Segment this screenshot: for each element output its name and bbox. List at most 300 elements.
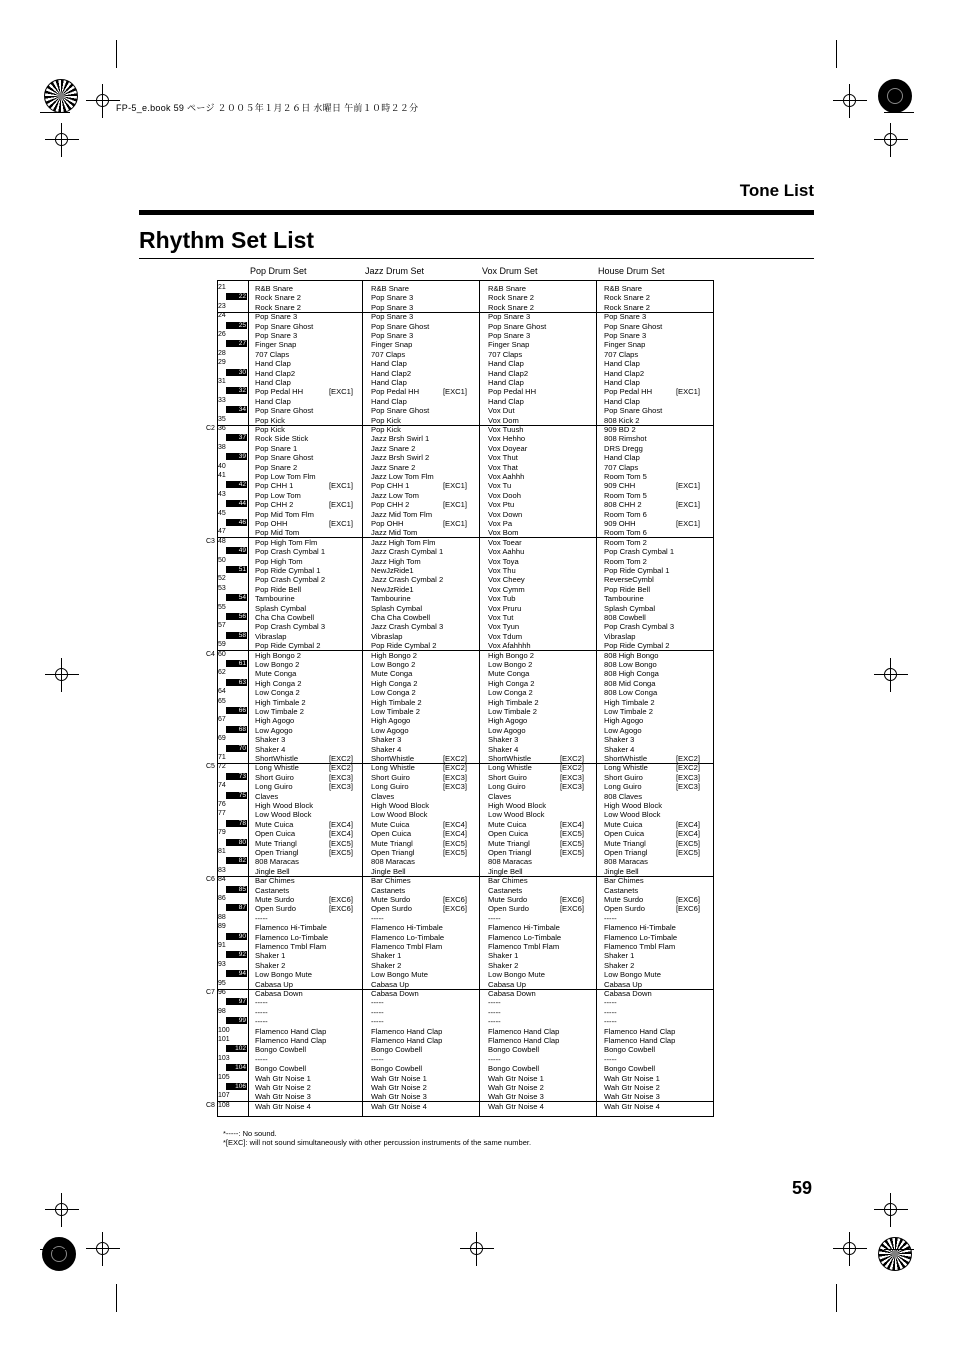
tone-cell-pop	[255, 632, 353, 641]
black-key-note: 68	[226, 726, 247, 733]
tone-cell-pop	[255, 839, 353, 848]
table-row	[218, 895, 715, 904]
crop-line	[884, 112, 914, 113]
tone-name: Pop OHH	[371, 519, 404, 528]
tone-cell-jazz	[371, 575, 467, 584]
tone-name: Pop Pedal HH	[255, 387, 304, 397]
tone-name: Pop Kick	[371, 425, 401, 434]
tone-name: 808 Maracas	[488, 857, 532, 867]
table-row	[218, 1055, 715, 1064]
tone-cell-pop	[255, 453, 353, 462]
tone-name: 808 CHH 2	[604, 500, 642, 510]
tone-name: Bongo Cowbell	[371, 1045, 423, 1055]
tone-name: Pop Ride Cymbal 2	[255, 641, 321, 651]
black-key-note: 90	[226, 933, 247, 940]
white-key-note: 67	[218, 716, 226, 724]
tone-name: Mute Cuica	[255, 819, 294, 829]
tone-cell-vox	[488, 312, 584, 321]
tone-cell-house	[604, 312, 700, 321]
tone-name: Flamenco Hi-Timbale	[371, 923, 443, 933]
tone-cell-vox	[488, 1102, 584, 1111]
tone-name: Cha Cha Cowbell	[371, 613, 431, 622]
tone-name: Hand Clap	[255, 396, 291, 406]
table-row	[218, 491, 715, 500]
table-row	[218, 707, 715, 716]
tone-name: Low Wood Block	[488, 810, 545, 820]
tone-name: Pop High Tom	[255, 556, 303, 566]
tone-name: Pop Ride Cymbal 2	[604, 641, 670, 651]
tone-name: High Conga 2	[488, 678, 535, 688]
tone-cell-pop	[255, 886, 353, 895]
table-row	[218, 735, 715, 744]
crosshair-mark-left-middle	[47, 660, 77, 690]
table-row	[218, 406, 715, 415]
tone-name: Vox Cymm	[488, 584, 525, 594]
white-key-note: 69	[218, 735, 226, 743]
tone-cell-vox	[488, 829, 584, 838]
octave-divider	[218, 312, 713, 313]
tone-cell-jazz	[371, 970, 467, 979]
tone-name: Vox Toya	[488, 556, 519, 566]
octave-divider	[218, 537, 713, 538]
white-key-note: 26	[218, 331, 226, 338]
tone-name: Hand Clap	[488, 378, 524, 387]
tone-name: High Bongo 2	[488, 650, 535, 660]
octave-divider	[218, 650, 713, 651]
black-key-note: 70	[226, 745, 247, 752]
tone-name: Low Bongo 2	[371, 660, 416, 669]
tone-cell-pop	[255, 773, 353, 782]
tone-name: -----	[488, 1007, 501, 1017]
crosshair-mark-top-left-lower	[47, 125, 77, 155]
tone-name: Hand Clap	[371, 359, 407, 369]
tone-name: High Wood Block	[255, 801, 314, 810]
tone-name: Pop Snare Ghost	[371, 406, 430, 416]
black-key-note: 61	[226, 660, 247, 667]
footnote-exc: *[EXC]: will not sound simultaneously with other percussion instruments of the same number.	[223, 1138, 532, 1147]
tone-cell-house	[604, 1102, 700, 1111]
tone-name: High Bongo 2	[371, 650, 418, 660]
tone-name: Pop Snare 3	[255, 331, 298, 340]
tone-cell-vox	[488, 942, 584, 951]
tone-cell-pop	[255, 350, 353, 359]
tone-name: Cabasa Down	[488, 989, 536, 998]
tone-name: Vox Tuush	[488, 425, 524, 434]
white-key-note: 86	[218, 895, 226, 902]
exclusive-group: [EXC2]	[328, 763, 353, 773]
table-row	[218, 557, 715, 566]
tone-cell-vox	[488, 904, 584, 913]
tone-cell-house	[604, 547, 700, 556]
tone-cell-vox	[488, 951, 584, 960]
black-key-note: 94	[226, 970, 247, 977]
tone-name: Hand Clap	[255, 359, 291, 369]
tone-cell-house	[604, 998, 700, 1007]
tone-name: Shaker 4	[488, 744, 519, 754]
tone-name: Jazz Crash Cymbal 3	[371, 622, 444, 632]
exclusive-group: [EXC1]	[442, 519, 467, 528]
tone-cell-jazz	[371, 961, 467, 970]
tone-name: Vox Thu	[488, 566, 516, 575]
table-row	[218, 387, 715, 396]
tone-name: Tambourine	[255, 594, 295, 604]
tone-cell-house	[604, 293, 700, 302]
tone-name: Low Bongo Mute	[255, 970, 312, 980]
tone-cell-house	[604, 989, 700, 998]
exclusive-group: [EXC6]	[328, 895, 353, 904]
tone-cell-vox	[488, 801, 584, 810]
tone-name: -----	[604, 1017, 617, 1027]
tone-name: Jazz High Tom	[371, 556, 421, 566]
tone-cell-jazz	[371, 660, 467, 669]
table-row	[218, 669, 715, 678]
tone-cell-vox	[488, 632, 584, 641]
tone-name: -----	[488, 1054, 501, 1064]
tone-cell-house	[604, 669, 700, 678]
tone-cell-pop	[255, 651, 353, 660]
table-row	[218, 293, 715, 302]
tone-cell-house	[604, 1036, 700, 1045]
tone-cell-jazz	[371, 1045, 467, 1054]
tone-cell-house	[604, 350, 700, 359]
tone-name: Shaker 1	[255, 951, 286, 961]
tone-name: Pop Low Tom Flm	[255, 472, 316, 481]
tone-name: Flamenco Hand Clap	[604, 1026, 676, 1036]
table-row	[218, 998, 715, 1007]
table-row	[218, 961, 715, 970]
tone-cell-vox	[488, 575, 584, 584]
exclusive-group: [EXC2]	[675, 754, 700, 763]
tone-cell-jazz	[371, 566, 467, 575]
tone-name: R&B Snare	[255, 284, 293, 293]
tone-name: Vox Down	[488, 509, 523, 519]
tone-cell-pop	[255, 707, 353, 716]
white-key-note: 96	[218, 989, 226, 996]
tone-name: Room Tom 5	[604, 472, 647, 481]
tone-name: -----	[488, 998, 501, 1008]
tone-name: Wah Gtr Noise 1	[488, 1073, 544, 1083]
tone-name: 909 OHH	[604, 519, 636, 528]
black-key-note: 73	[226, 773, 247, 780]
tone-name: Room Tom 2	[604, 537, 647, 547]
tone-name: Wah Gtr Noise 2	[255, 1083, 311, 1092]
tone-cell-jazz	[371, 989, 467, 998]
tone-cell-pop	[255, 340, 353, 349]
table-row	[218, 453, 715, 462]
tone-cell-pop	[255, 331, 353, 340]
tone-cell-jazz	[371, 463, 467, 472]
tone-name: Mute Triangl	[488, 838, 530, 848]
exclusive-group: [EXC2]	[442, 754, 467, 763]
table-row	[218, 1074, 715, 1083]
white-key-note: 83	[218, 866, 226, 874]
tone-name: Mute Surdo	[371, 895, 411, 904]
exclusive-group: [EXC5]	[559, 848, 584, 857]
black-key-note: 51	[226, 566, 247, 573]
table-row	[218, 1036, 715, 1045]
black-key-note: 99	[226, 1017, 247, 1024]
tone-cell-house	[604, 726, 700, 735]
white-key-note: 84	[218, 876, 226, 884]
tone-name: 707 Claps	[255, 349, 290, 359]
exclusive-group: [EXC3]	[442, 782, 467, 792]
tone-name: Low Bongo 2	[255, 660, 300, 669]
tone-cell-pop	[255, 519, 353, 528]
tone-name: Pop Crash Cymbal 2	[255, 575, 326, 585]
tone-cell-house	[604, 895, 700, 904]
tone-name: NewJzRide1	[371, 584, 414, 594]
tone-cell-jazz	[371, 293, 467, 302]
tone-name: Rock Snare 2	[255, 302, 302, 312]
tone-cell-vox	[488, 434, 584, 443]
tone-cell-house	[604, 491, 700, 500]
exclusive-group: [EXC2]	[559, 763, 584, 773]
tone-name: Hand Clap2	[604, 368, 645, 378]
table-row	[218, 378, 715, 387]
tone-name: -----	[488, 1017, 501, 1027]
tone-cell-house	[604, 481, 700, 490]
tone-cell-pop	[255, 585, 353, 594]
tone-cell-house	[604, 434, 700, 443]
tone-cell-vox	[488, 782, 584, 791]
exclusive-group: [EXC1]	[442, 481, 467, 491]
tone-cell-pop	[255, 810, 353, 819]
tone-cell-house	[604, 406, 700, 415]
table-row	[218, 886, 715, 895]
tone-cell-house	[604, 660, 700, 669]
tone-name: Pop Snare 3	[488, 312, 531, 322]
black-key-note: 49	[226, 547, 247, 554]
table-row	[218, 773, 715, 782]
white-key-note: 31	[218, 378, 226, 385]
tone-cell-pop	[255, 463, 353, 472]
table-row	[218, 312, 715, 321]
tone-name: Mute Conga	[371, 669, 413, 679]
black-key-note: 80	[226, 839, 247, 846]
exclusive-group: [EXC5]	[559, 838, 584, 848]
tone-name: Jazz High Tom Flm	[371, 537, 436, 547]
white-key-note: 81	[218, 848, 226, 855]
black-key-note: 87	[226, 904, 247, 911]
tone-cell-vox	[488, 923, 584, 932]
table-row	[218, 1027, 715, 1036]
crop-line	[40, 112, 70, 113]
tone-name: Vox Doyear	[488, 443, 528, 453]
tone-name: 808 High Conga	[604, 669, 659, 679]
tone-cell-vox	[488, 491, 584, 500]
table-row	[218, 970, 715, 979]
white-key-note: 108	[218, 1101, 230, 1109]
tone-name: -----	[371, 1007, 384, 1017]
tone-name: Claves	[255, 791, 279, 801]
tone-name: Hand Clap	[604, 378, 640, 387]
tone-name: High Wood Block	[488, 801, 547, 810]
white-key-note: 24	[218, 312, 226, 320]
white-key-note: 59	[218, 641, 226, 649]
tone-name: Vox Pruru	[488, 603, 522, 613]
tone-cell-jazz	[371, 1027, 467, 1036]
tone-name: Short Guiro	[371, 772, 410, 782]
tone-name: Bongo Cowbell	[488, 1064, 540, 1074]
exclusive-group: [EXC1]	[675, 500, 700, 510]
tone-name: Vox Tyun	[488, 622, 520, 632]
tone-name: Long Guiro	[255, 782, 293, 792]
tone-cell-pop	[255, 820, 353, 829]
crop-line	[836, 40, 837, 68]
tone-name: Hand Clap2	[255, 368, 296, 378]
tone-name: Bar Chimes	[604, 876, 644, 886]
tone-cell-pop	[255, 745, 353, 754]
black-key-note: 82	[226, 857, 247, 864]
tone-cell-jazz	[371, 886, 467, 895]
white-key-note: 64	[218, 688, 226, 696]
tone-name: Wah Gtr Noise 3	[604, 1092, 660, 1102]
tone-cell-house	[604, 801, 700, 810]
black-key-note: 66	[226, 707, 247, 714]
black-key-note: 54	[226, 594, 247, 601]
tone-name: Vox Pa	[488, 519, 513, 528]
tone-cell-house	[604, 970, 700, 979]
tone-cell-jazz	[371, 848, 467, 857]
tone-cell-pop	[255, 500, 353, 509]
tone-cell-house	[604, 604, 700, 613]
tone-name: Low Wood Block	[604, 810, 661, 820]
tone-name: Tambourine	[371, 594, 411, 604]
tone-cell-jazz	[371, 801, 467, 810]
tone-cell-house	[604, 876, 700, 885]
exclusive-group: [EXC1]	[442, 387, 467, 397]
white-key-note: 98	[218, 1007, 226, 1015]
tone-name: Hand Clap	[488, 359, 524, 369]
table-row	[218, 444, 715, 453]
tone-name: Bar Chimes	[371, 876, 411, 886]
tone-cell-vox	[488, 444, 584, 453]
table-row	[218, 594, 715, 603]
tone-cell-house	[604, 651, 700, 660]
tone-name: 808 Cowbell	[604, 613, 646, 622]
tone-cell-jazz	[371, 679, 467, 688]
tone-name: Open Surdo	[488, 904, 529, 914]
exclusive-group: [EXC5]	[675, 838, 700, 848]
tone-cell-vox	[488, 613, 584, 622]
tone-cell-pop	[255, 406, 353, 415]
tone-cell-jazz	[371, 707, 467, 716]
tone-name: Low Bongo Mute	[604, 970, 661, 980]
tone-name: Pop Ride Bell	[604, 584, 651, 594]
tone-name: Low Timbale 2	[488, 707, 537, 716]
tone-cell-vox	[488, 359, 584, 368]
tone-name: Shaker 2	[371, 960, 402, 970]
exclusive-group: [EXC2]	[675, 763, 700, 773]
tone-name: Hand Clap	[371, 378, 407, 387]
exclusive-group: [EXC3]	[675, 782, 700, 792]
tone-name: Rock Snare 2	[255, 293, 302, 303]
tone-name: Jingle Bell	[488, 866, 523, 876]
tone-name: 808 Maracas	[255, 857, 299, 867]
tone-name: Shaker 3	[255, 735, 286, 745]
tone-cell-jazz	[371, 1008, 467, 1017]
table-row	[218, 679, 715, 688]
tone-name: Shaker 2	[604, 960, 635, 970]
tone-cell-house	[604, 933, 700, 942]
tone-cell-vox	[488, 463, 584, 472]
tone-cell-jazz	[371, 1017, 467, 1026]
tone-cell-vox	[488, 566, 584, 575]
tone-name: Vibraslap	[255, 631, 287, 641]
tone-cell-vox	[488, 820, 584, 829]
octave-divider	[218, 763, 713, 764]
exclusive-group: [EXC3]	[559, 772, 584, 782]
tone-cell-pop	[255, 1074, 353, 1083]
tone-cell-pop	[255, 1008, 353, 1017]
tone-cell-vox	[488, 585, 584, 594]
black-key-note: 97	[226, 998, 247, 1005]
tone-name: Rock Snare 2	[488, 302, 535, 312]
tone-cell-jazz	[371, 951, 467, 960]
white-key-note: 36	[218, 425, 226, 432]
table-row	[218, 951, 715, 960]
tone-name: Flamenco Hi-Timbale	[604, 923, 676, 933]
octave-divider	[218, 876, 713, 877]
tone-cell-pop	[255, 594, 353, 603]
table-row	[218, 782, 715, 791]
tone-name: Pop Mid Tom Flm	[255, 509, 314, 519]
tone-cell-house	[604, 961, 700, 970]
table-row	[218, 1008, 715, 1017]
tone-name: Vox Tub	[488, 594, 516, 604]
tone-cell-house	[604, 519, 700, 528]
tone-cell-pop	[255, 1017, 353, 1026]
tone-cell-pop	[255, 510, 353, 519]
column-header-jazz: Jazz Drum Set	[365, 266, 425, 276]
tone-cell-jazz	[371, 453, 467, 462]
tone-cell-house	[604, 698, 700, 707]
tone-cell-jazz	[371, 857, 467, 866]
crosshair-mark-bottom-left-upper	[47, 1195, 77, 1225]
tone-name: Hand Clap	[255, 378, 291, 387]
tone-name: Shaker 1	[371, 951, 402, 961]
tone-cell-jazz	[371, 820, 467, 829]
table-row	[218, 904, 715, 913]
tone-cell-house	[604, 773, 700, 782]
black-key-note: 85	[226, 886, 247, 893]
tone-cell-vox	[488, 763, 584, 772]
tone-name: Vox Aahhh	[488, 472, 525, 481]
white-key-note: 72	[218, 763, 226, 771]
white-key-note: 105	[218, 1073, 230, 1081]
tone-name: High Agogo	[488, 716, 528, 726]
tone-name: Pop Snare Ghost	[488, 321, 547, 331]
tone-name: Rock Snare 2	[488, 293, 535, 303]
tone-cell-house	[604, 688, 700, 697]
crosshair-mark-bottom-center	[462, 1234, 492, 1264]
tone-cell-jazz	[371, 773, 467, 782]
table-row	[218, 810, 715, 819]
table-row	[218, 923, 715, 932]
tone-cell-jazz	[371, 378, 467, 387]
tone-name: Wah Gtr Noise 2	[488, 1083, 544, 1092]
table-row	[218, 792, 715, 801]
black-key-note: 25	[226, 322, 247, 329]
tone-cell-vox	[488, 848, 584, 857]
octave-c-label: C2	[206, 425, 215, 432]
tone-cell-vox	[488, 745, 584, 754]
tone-cell-pop	[255, 801, 353, 810]
exclusive-group: [EXC1]	[442, 500, 467, 510]
tone-cell-house	[604, 566, 700, 575]
tone-cell-house	[604, 707, 700, 716]
tone-name: Mute Surdo	[255, 895, 295, 904]
